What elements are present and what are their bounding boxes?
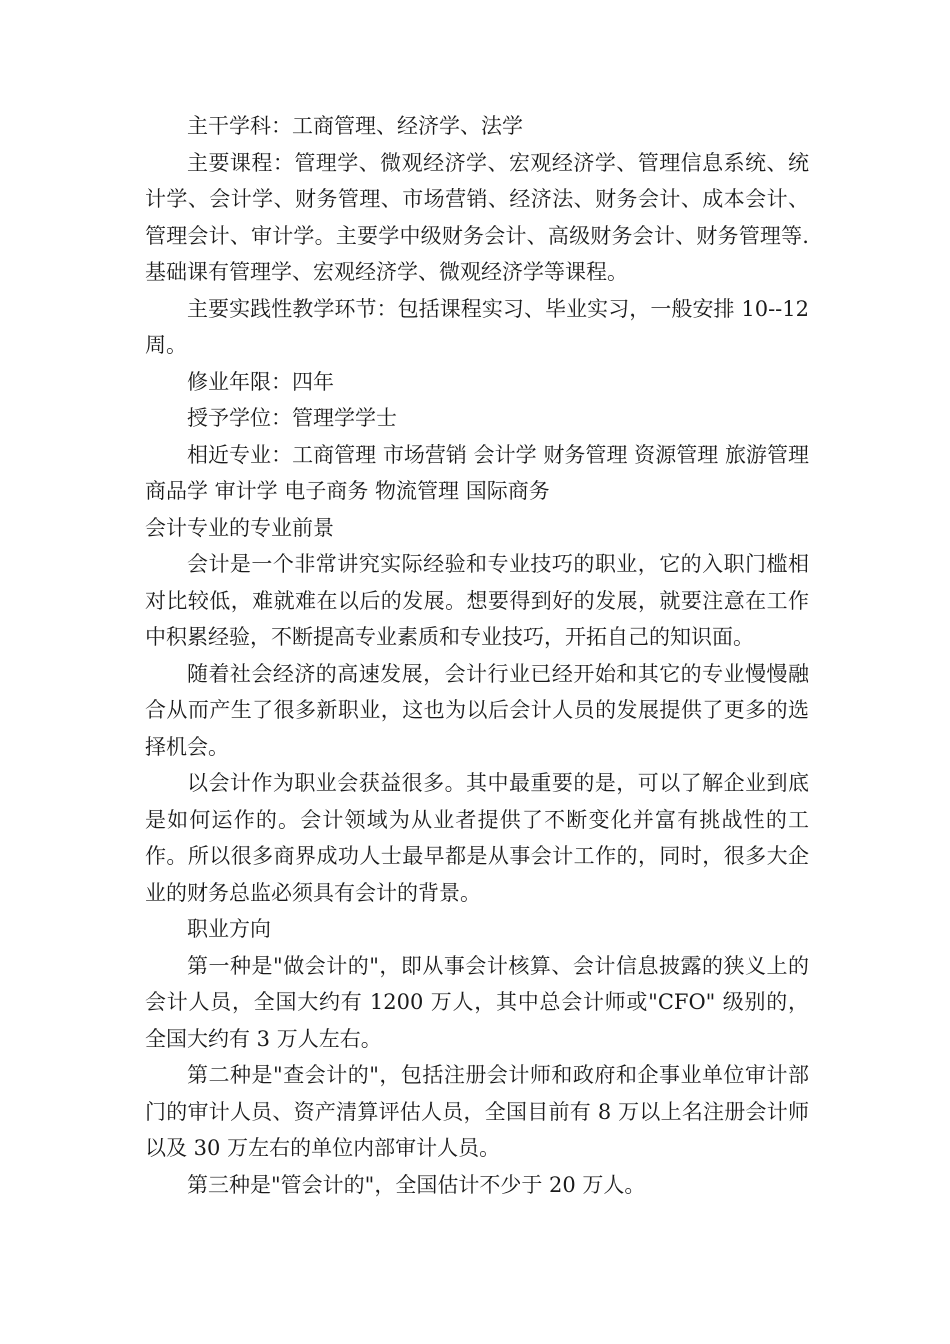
paragraph-career-1: 第一种是"做会计的"，即从事会计核算、会计信息披露的狭义上的会计人员，全国大约有 1200 万人，其中总会计师或"CFO" 级别的，全国大约有 3 万人左右。 xyxy=(145,953,809,1051)
document-body xyxy=(145,108,809,1203)
section-heading: 会计专业的专业前景 xyxy=(145,515,334,540)
paragraph-prospect-3: 以会计作为职业会获益很多。其中最重要的是，可以了解企业到底是如何运作的。会计领域为从业者提供了不断变化并富有挑战性的工作。所以很多商界成功人士最早都是从事会计工作的，同时，很多大企业的财务总监必须具有会计的背景。 xyxy=(145,771,809,905)
paragraph-prospect-2: 随着社会经济的高速发展，会计行业已经开始和其它的专业慢慢融合从而产生了很多新职业，这也为以后会计人员的发展提供了更多的选择机会。 xyxy=(145,661,809,759)
paragraph-related-majors: 相近专业：工商管理 市场营销 会计学 财务管理 资源管理 旅游管理 商品学 审计学 电子商务 物流管理 国际商务 xyxy=(145,442,809,503)
paragraph-degree: 授予学位：管理学学士 xyxy=(187,406,397,430)
subheading-career-direction: 职业方向 xyxy=(187,917,271,941)
paragraph-main-subjects: 主干学科：工商管理、经济学、法学 xyxy=(187,114,523,138)
paragraph-main-courses: 主要课程：管理学、微观经济学、宏观经济学、管理信息系统、统计学、会计学、财务管理、市场营销、经济法、财务会计、成本会计、管理会计、审计学。主要学中级财务会计、高级财务会计、财务管理等.基础课有管理学、宏观经济学、微观经济学等课程。 xyxy=(145,150,809,284)
paragraph-career-3: 第三种是"管会计的"，全国估计不少于 20 万人。 xyxy=(187,1172,646,1197)
paragraph-prospect-1: 会计是一个非常讲究实际经验和专业技巧的职业，它的入职门槛相对比较低，难就难在以后的发展。想要得到好的发展，就要注意在工作中积累经验，不断提高专业素质和专业技巧，开拓自己的知识面。 xyxy=(145,552,809,649)
paragraph-career-2: 第二种是"查会计的"，包括注册会计师和政府和企事业单位审计部门的审计人员、资产清算评估人员，全国目前有 8 万以上名注册会计师以及 30 万左右的单位内部审计人员。 xyxy=(145,1063,809,1160)
paragraph-practice: 主要实践性教学环节：包括课程实习、毕业实习，一般安排 10--12 周。 xyxy=(145,296,809,357)
paragraph-duration: 修业年限：四年 xyxy=(187,369,334,394)
